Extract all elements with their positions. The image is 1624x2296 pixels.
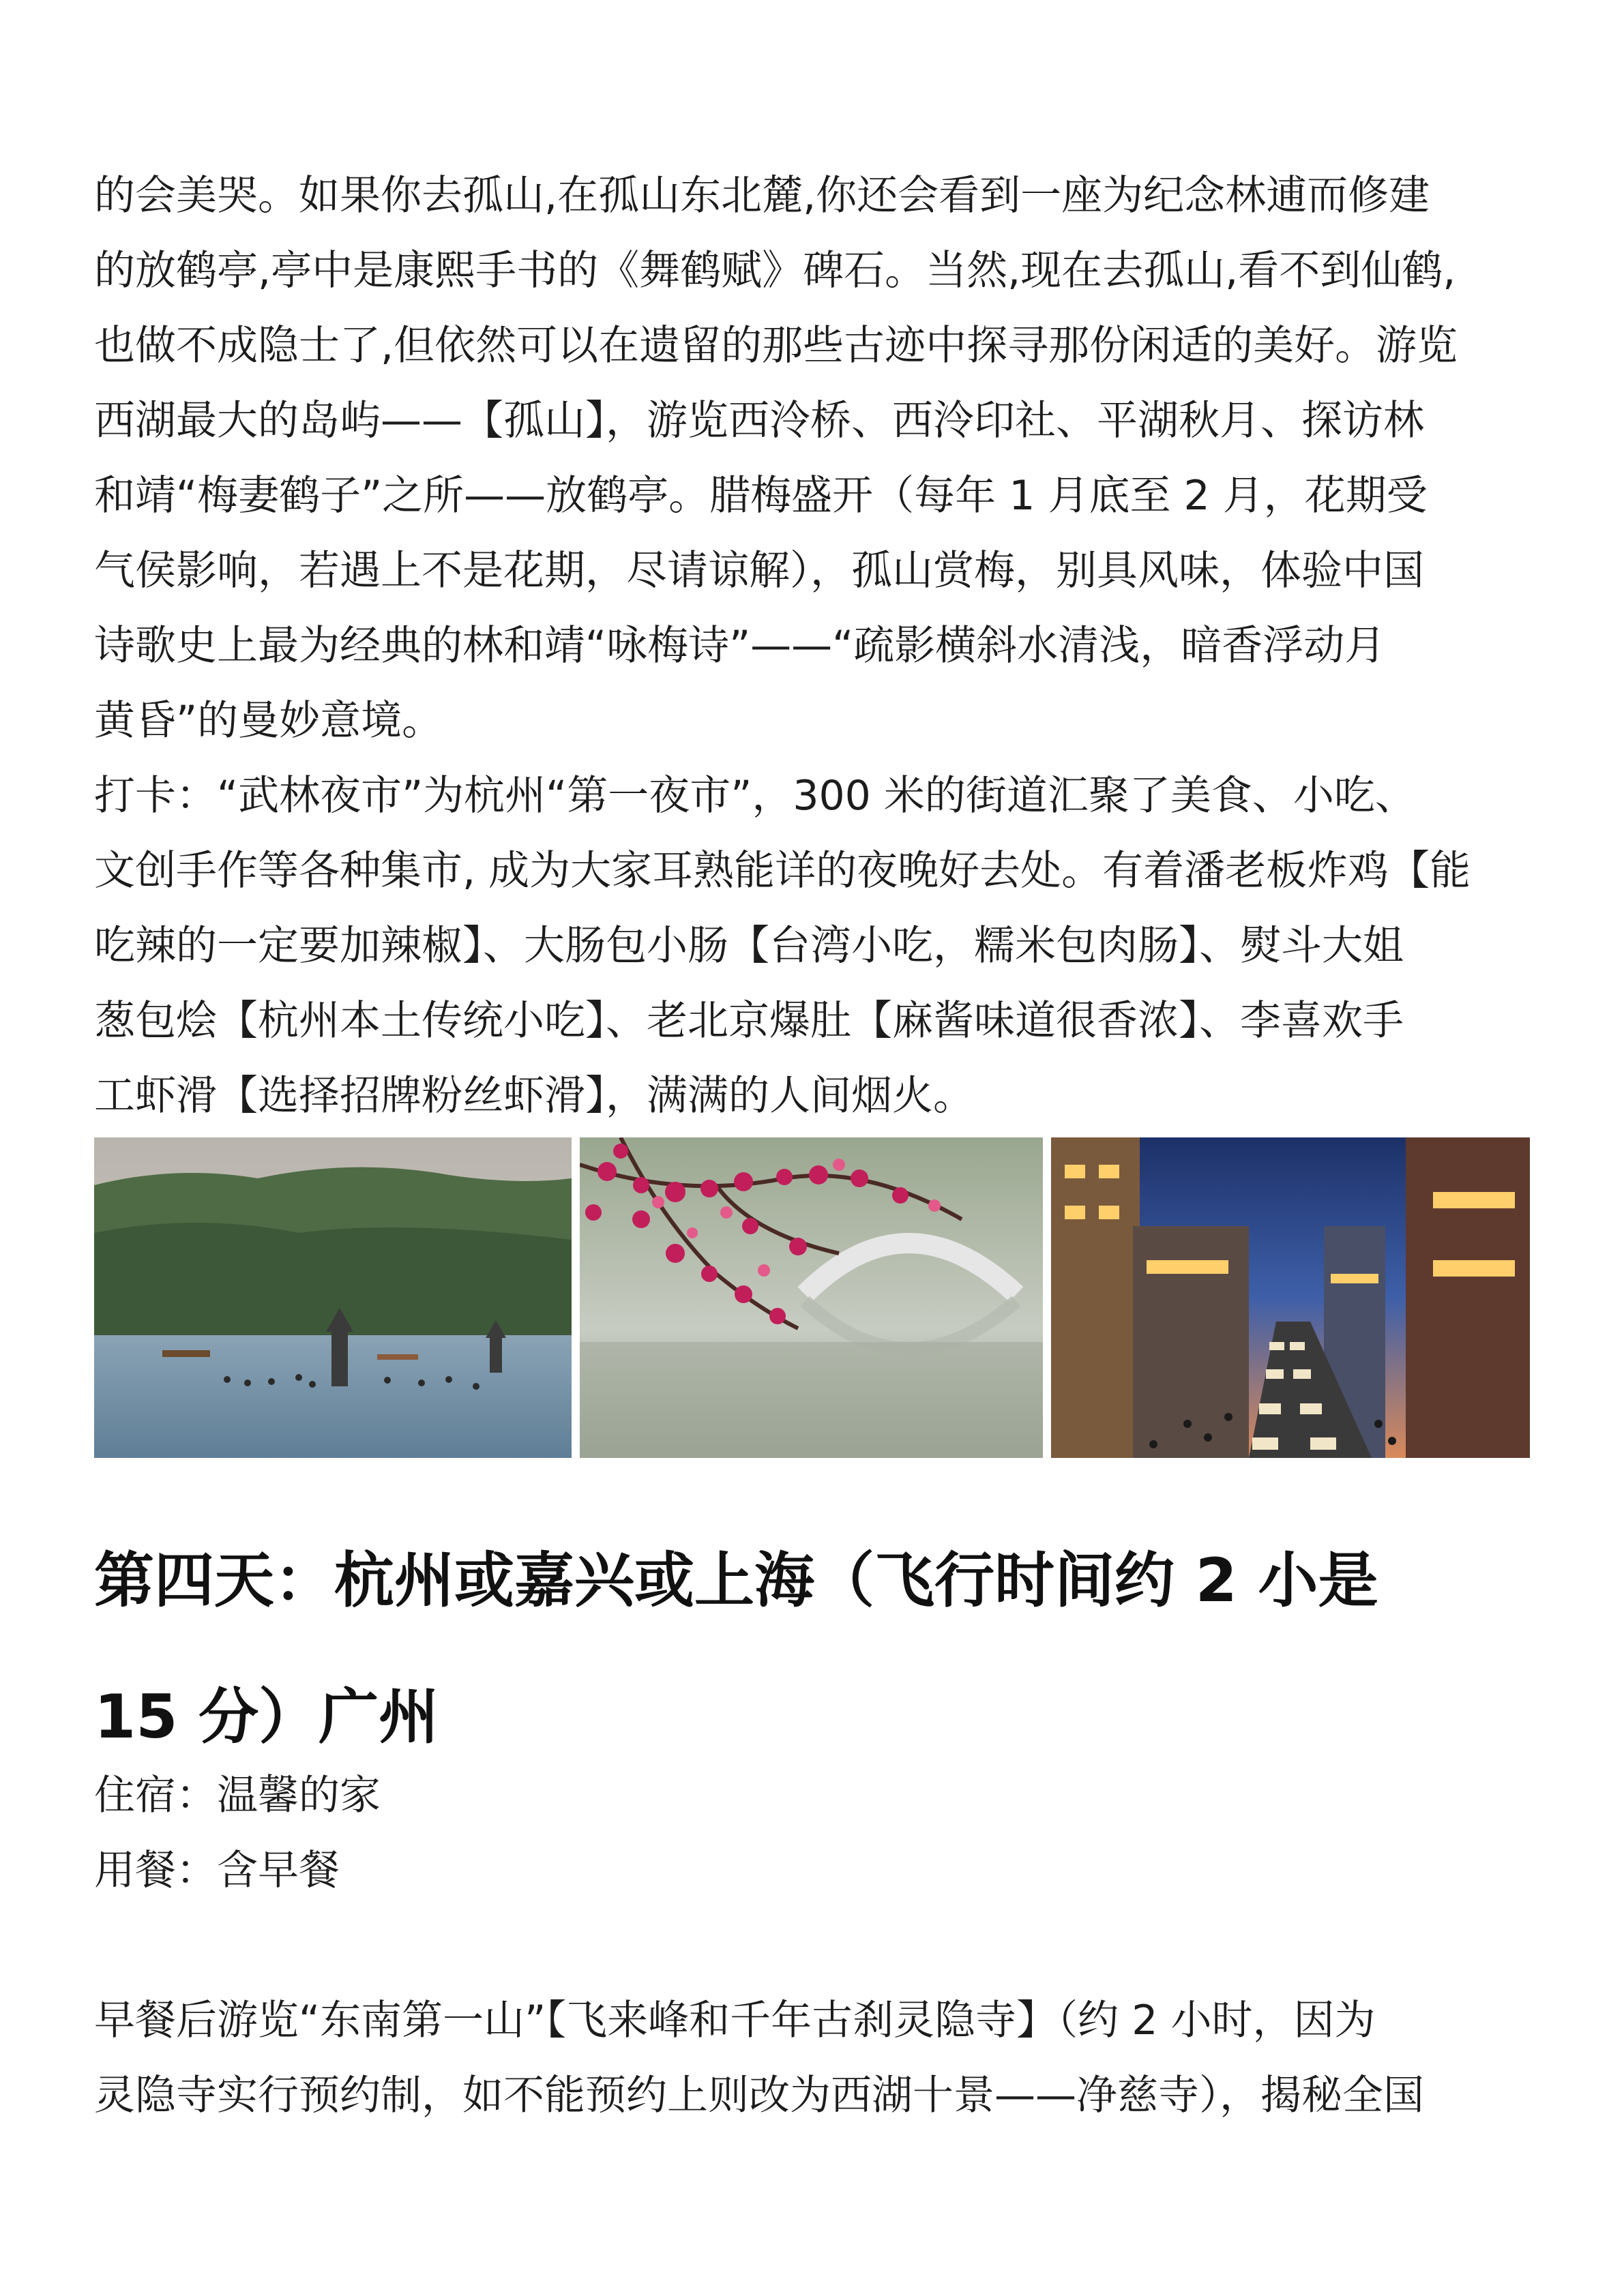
- text-line: 打卡：“武林夜市”为杭州“第一夜市”，300 米的街道汇聚了美食、小吃、: [94, 772, 1416, 820]
- lodging-info: 住宿：温馨的家: [94, 1772, 381, 1819]
- text-line: 灵隐寺实行预约制，如不能预约上则改为西湖十景——净慈寺），揭秘全国: [94, 2072, 1424, 2119]
- text-line: 也做不成隐士了,但依然可以在遗留的那些古迹中探寻那份闲适的美好。游览: [94, 322, 1458, 370]
- text-line: 诗歌史上最为经典的林和靖“咏梅诗”——“疏影横斜水清浅，暗香浮动月: [94, 622, 1386, 670]
- text-line: 的放鹤亭,亭中是康熙手书的《舞鹤赋》碑石。当然,现在去孤山,看不到仙鹤,: [94, 247, 1456, 295]
- heading-line: 第四天：杭州或嘉兴或上海（飞行时间约 2 小是: [94, 1545, 1378, 1615]
- photo-strip: [94, 1137, 1530, 1458]
- text-line: 的会美哭。如果你去孤山,在孤山东北麓,你还会看到一座为纪念林逋而修建: [94, 172, 1430, 220]
- plum-blossom-bridge-photo: [580, 1137, 1043, 1458]
- text-line: 文创手作等各种集市, 成为大家耳熟能详的夜晚好去处。有着潘老板炸鸡【能: [94, 847, 1471, 895]
- text-line: 西湖最大的岛屿——【孤山】，游览西泠桥、西泠印社、平湖秋月、探访林: [94, 397, 1424, 445]
- meals-info: 用餐：含早餐: [94, 1847, 340, 1894]
- intro-paragraph: [94, 158, 1530, 758]
- checkin-paragraph: [94, 758, 1530, 1133]
- text-line: 早餐后游览“东南第一山”【飞来峰和千年古刹灵隐寺】（约 2 小时，因为: [94, 1997, 1376, 2044]
- lake-pagoda-photo: [94, 1137, 572, 1458]
- text-line: 工虾滑【选择招牌粉丝虾滑】，满满的人间烟火。: [94, 1072, 974, 1120]
- text-line: 和靖“梅妻鹤子”之所——放鹤亭。腊梅盛开（每年 1 月底至 2 月，花期受: [94, 472, 1428, 520]
- heading-line: 15 分）广州: [94, 1682, 439, 1752]
- day4-paragraph: [94, 1983, 1530, 2133]
- text-line: 黄昏”的曼妙意境。: [94, 697, 443, 745]
- text-line: 气侯影响，若遇上不是花期，尽请谅解），孤山赏梅，别具风味，体验中国: [94, 547, 1424, 595]
- text-line: 吃辣的一定要加辣椒】、大肠包小肠【台湾小吃，糯米包肉肠】、熨斗大姐: [94, 922, 1404, 970]
- day4-heading: [94, 1512, 1530, 1785]
- text-line: 葱包烩【杭州本土传统小吃】、老北京爆肚【麻酱味道很香浓】、李喜欢手: [94, 997, 1404, 1045]
- night-market-street-photo: [1051, 1137, 1530, 1458]
